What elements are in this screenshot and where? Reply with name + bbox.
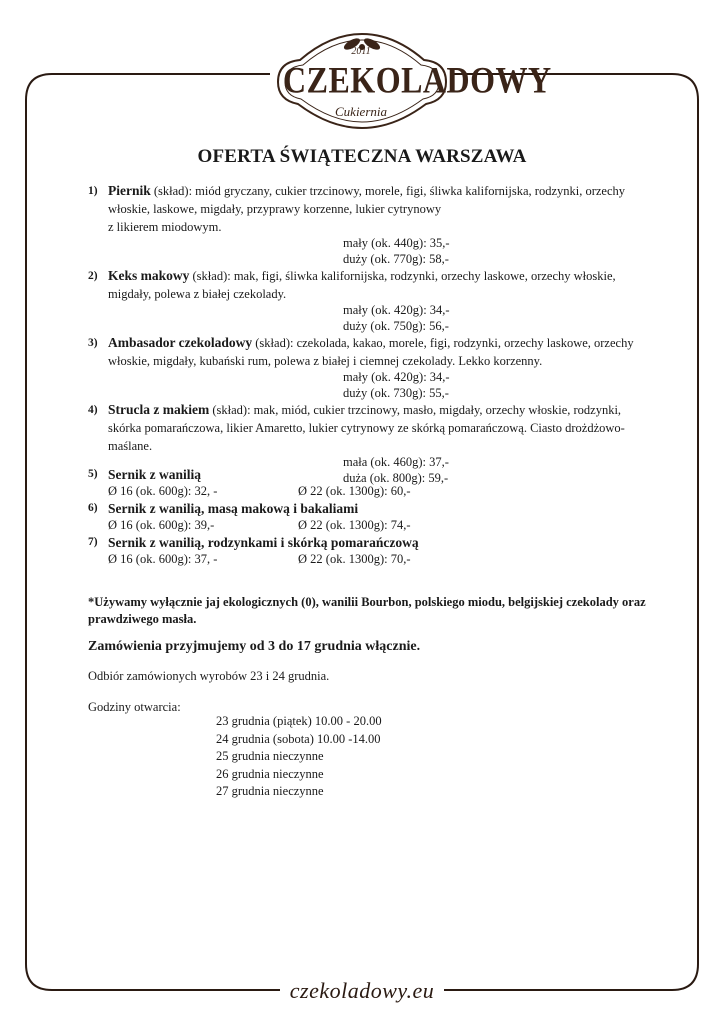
cheesecake-list (88, 466, 648, 568)
item-number: 6) (88, 502, 98, 514)
item-name: Piernik (108, 183, 151, 198)
item-name: Sernik z wanilią (108, 467, 202, 482)
item-name: Sernik z wanilią, rodzynkami i skórką pomarańczową (108, 535, 419, 550)
logo-subtitle: Cukiernia (335, 104, 387, 119)
size-small: mały (ok. 440g): 35,- (343, 236, 450, 250)
price-small: Ø 16 (ok. 600g): 37, - (108, 552, 218, 566)
item-prices (108, 551, 648, 567)
item-name: Sernik z wanilią, masą makową i bakaliami (108, 501, 359, 516)
item-description: (skład): czekolada, kakao, morele, figi, rodzynki, orzechy laskowe, orzechy włoskie, migdały, kubański rum, polewa z białej i ciemnej czekolady. Lekko korzenny. (108, 336, 634, 368)
list-item (88, 466, 648, 499)
logo (273, 20, 552, 128)
size-large: duży (ok. 770g): 58,- (343, 251, 449, 266)
item-description: (skład): mak, miód, cukier trzcinowy, masło, migdały, orzechy włoskie, rodzynki, skórka pomarańczowa, likier Amaretto, lukier cytrynowy ze skórką pomarańczową. Ciasto drożdżowo-maślane. (108, 403, 625, 453)
hours-row: 27 grudnia nieczynne (216, 784, 324, 798)
price-large: Ø 22 (ok. 1300g): 70,- (298, 552, 411, 566)
logo-year: 2011 (351, 46, 371, 57)
list-item (88, 267, 648, 334)
item-sizes (108, 303, 648, 334)
list-item (88, 534, 648, 567)
opening-hours (216, 713, 382, 801)
item-name: Keks makowy (108, 268, 190, 283)
item-description: (skład): miód gryczany, cukier trzcinowy, morele, figi, śliwka kalifornijska, rodzynki, orzechy włoskie, laskowe, migdały, przyprawy korzenne, lukier cytrynowy (108, 184, 626, 216)
item-prices (108, 517, 648, 533)
list-item (88, 334, 648, 401)
price-large: Ø 22 (ok. 1300g): 74,- (298, 518, 411, 532)
hours-row: 23 grudnia (piątek) 10.00 - 20.00 (216, 714, 382, 728)
price-large: Ø 22 (ok. 1300g): 60,- (298, 484, 411, 498)
hours-row: 25 grudnia nieczynne (216, 749, 324, 763)
orders-info: Zamówienia przyjmujemy od 3 do 17 grudnia włącznie. (88, 639, 421, 654)
item-number: 5) (88, 468, 98, 480)
item-description: (skład): mak, figi, śliwka kalifornijska, rodzynki, orzechy laskowe, orzechy włoskie, migdały, polewa z białej czekolady. (108, 269, 616, 301)
product-list (88, 182, 648, 486)
price-small: Ø 16 (ok. 600g): 32, - (108, 484, 218, 498)
size-large: duży (ok. 730g): 55,- (343, 385, 449, 400)
page-title: OFERTA ŚWIĄTECZNA WARSZAWA (197, 146, 527, 167)
size-small: mała (ok. 460g): 37,- (343, 455, 449, 469)
item-number: 4) (88, 404, 98, 416)
ingredients-note: *Używamy wyłącznie jaj ekologicznych (0), wanilii Bourbon, polskiego miodu, belgijskiej czekolady oraz prawdziwego masła. (88, 595, 646, 626)
size-small: mały (ok. 420g): 34,- (343, 370, 450, 384)
item-name: Ambasador czekoladowy (108, 335, 253, 350)
price-small: Ø 16 (ok. 600g): 39,- (108, 518, 215, 532)
item-sizes (108, 370, 648, 401)
item-prices (108, 483, 648, 499)
hours-label: Godziny otwarcia: (88, 700, 181, 714)
hours-row: 26 grudnia nieczynne (216, 766, 324, 781)
logo-brand: CZEKOLADOWY (283, 59, 552, 101)
website-link[interactable]: czekoladowy.eu (289, 978, 435, 1003)
size-large: duża (ok. 800g): 59,- (343, 470, 449, 485)
item-number: 2) (88, 270, 98, 282)
list-item (88, 500, 648, 533)
hours-row: 24 grudnia (sobota) 10.00 -14.00 (216, 731, 381, 746)
item-number: 7) (88, 536, 98, 548)
item-sizes (108, 236, 648, 267)
item-number: 3) (88, 337, 98, 349)
item-description-cont: z likierem miodowym. (108, 220, 222, 234)
size-small: mały (ok. 420g): 34,- (343, 303, 450, 317)
item-number: 1) (88, 185, 98, 197)
pickup-info: Odbiór zamówionych wyrobów 23 i 24 grudnia. (88, 669, 330, 683)
list-item (88, 182, 648, 267)
size-large: duży (ok. 750g): 56,- (343, 318, 449, 333)
item-name: Strucla z makiem (108, 402, 210, 417)
